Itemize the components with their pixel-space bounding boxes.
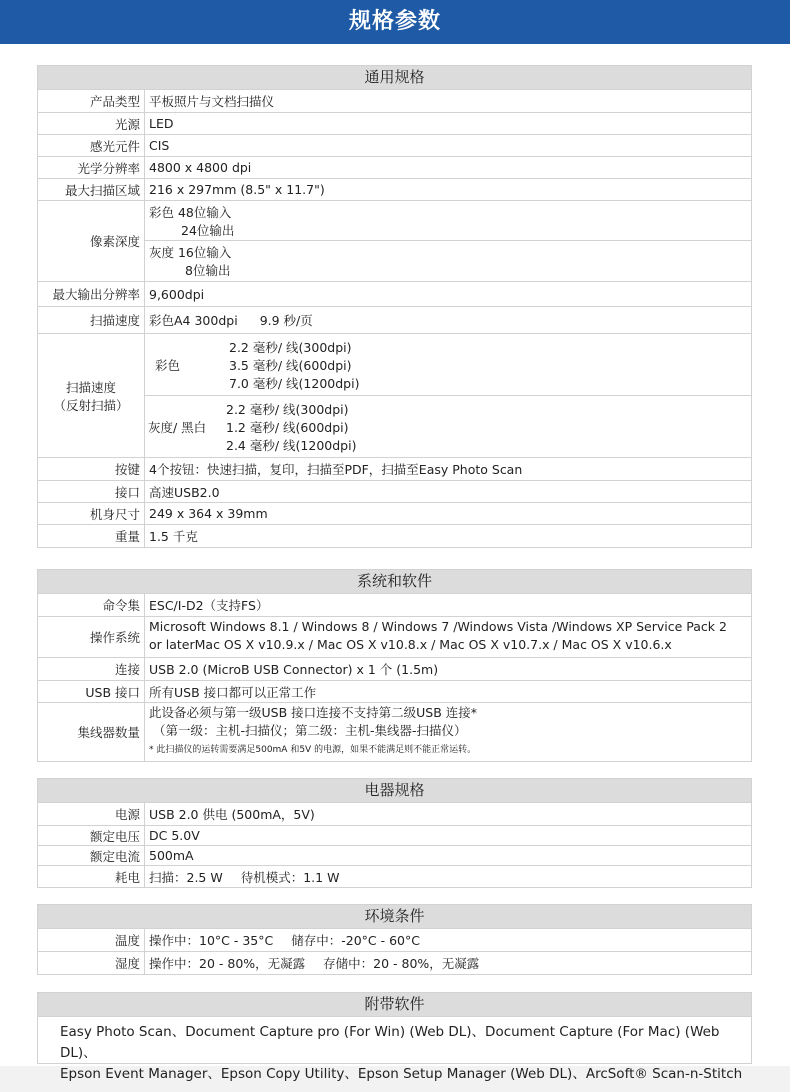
- reflect-color: [145, 334, 751, 396]
- spec-value: USB 2.0 (MicroB USB Connector) x 1 个 (1.5m): [149, 662, 439, 677]
- reflect-mono-line: 2.4 毫秒/ 线(1200dpi): [226, 437, 357, 453]
- section-title: 环境条件: [38, 905, 751, 929]
- spec-label: 感光元件: [38, 135, 145, 156]
- reflect-color-lines: [229, 338, 359, 392]
- section-title: 附带软件: [38, 993, 751, 1017]
- depth-color: [145, 201, 751, 241]
- spec-value: 所有USB 接口都可以正常工作: [149, 684, 317, 700]
- spec-value: 4800 x 4800 dpi: [149, 160, 252, 175]
- reflect-mono-mode: 灰度/ 黑白: [148, 419, 207, 435]
- spec-row-size: [38, 503, 751, 525]
- spec-row-interface: [38, 481, 751, 503]
- spec-row-sensor: [38, 135, 751, 157]
- accessories-line: Easy Photo Scan、Document Capture pro (For Win) (Web DL)、Document Capture (For Mac) (Web DL)、: [60, 1024, 720, 1061]
- spec-label: [38, 334, 145, 457]
- spec-label: USB 接口: [38, 681, 145, 702]
- spec-row-optical: [38, 157, 751, 179]
- hub-note: * 此扫描仪的运转需要满足500mA 和5V 的电源，如果不能满足则不能正常运转。: [149, 745, 477, 755]
- spec-label: 产品类型: [38, 90, 145, 112]
- os-line: Microsoft Windows 8.1 / Windows 8 / Windows 7 /Windows Vista /Windows XP Service Pack 2: [149, 619, 727, 634]
- spec-value: USB 2.0 供电 (500mA，5V): [149, 807, 315, 822]
- spec-label: 重量: [38, 525, 145, 547]
- spec-label: 命令集: [38, 594, 145, 616]
- spec-value: 1.5 千克: [149, 529, 198, 544]
- spec-row-os: [38, 617, 751, 658]
- accessories-section: [37, 992, 752, 1082]
- accessories-line: Epson Event Manager、Epson Copy Utility、Epson Setup Manager (Web DL)、ArcSoft® Scan-n-Stitch: [60, 1066, 743, 1082]
- spec-value: CIS: [149, 138, 170, 153]
- spec-row-current: [38, 846, 751, 866]
- spec-label: 操作系统: [38, 617, 145, 657]
- spec-row-speed: [38, 307, 751, 334]
- spec-label: 光源: [38, 113, 145, 134]
- spec-label: 扫描速度: [38, 307, 145, 333]
- reflect-color-line: 3.5 毫秒/ 线(600dpi): [229, 357, 352, 373]
- section-title: 系统和软件: [38, 570, 751, 594]
- spec-value: LED: [149, 116, 174, 131]
- spec-row-reflect-speed: [38, 334, 751, 458]
- temperature-operating: 操作中：10°C - 35°C: [149, 933, 274, 948]
- reflect-mono-line: 1.2 毫秒/ 线(600dpi): [226, 419, 349, 435]
- spec-value: 4个按钮：快速扫描，复印，扫描至PDF，扫描至Easy Photo Scan: [149, 462, 523, 477]
- spec-value: 249 x 364 x 39mm: [149, 506, 268, 521]
- spec-value: ESC/I-D2（支持FS）: [149, 598, 269, 613]
- spec-label: 集线器数量: [38, 703, 145, 761]
- spec-label: 按键: [38, 458, 145, 480]
- spec-label: 额定电压: [38, 826, 145, 845]
- reflect-color-mode: 彩色: [155, 357, 181, 373]
- spec-label: 最大扫描区域: [38, 179, 145, 200]
- reflect-mono-line: 2.2 毫秒/ 线(300dpi): [226, 401, 349, 417]
- speed-value-a: 彩色A4 300dpi: [149, 313, 238, 328]
- spec-value: DC 5.0V: [149, 828, 200, 843]
- os-line: or laterMac OS X v10.9.x / Mac OS X v10.8.x / Mac OS X v10.7.x / Mac OS X v10.6.x: [149, 637, 672, 652]
- spec-value: [145, 307, 751, 333]
- spec-row-power: [38, 803, 751, 826]
- spec-label: 耗电: [38, 866, 145, 887]
- reflect-label-1: 扫描速度: [65, 379, 116, 395]
- reflect-mono: [145, 396, 751, 457]
- page-banner: 规格参数: [0, 0, 790, 44]
- spec-row-humidity: [38, 952, 751, 974]
- system-software-section: [37, 569, 752, 762]
- reflect-color-line: 2.2 毫秒/ 线(300dpi): [229, 339, 352, 355]
- depth-gray-in: 灰度 16位输入: [149, 245, 232, 260]
- spec-row-product-type: [38, 90, 751, 113]
- spec-value: 高速USB2.0: [149, 484, 220, 500]
- spec-value: [145, 703, 751, 761]
- spec-value: 平板照片与文档扫描仪: [149, 94, 275, 109]
- spec-label: 湿度: [38, 952, 145, 974]
- spec-row-temperature: [38, 929, 751, 952]
- spec-row-usb: [38, 681, 751, 703]
- depth-gray: [145, 241, 751, 281]
- spec-row-consumption: [38, 866, 751, 887]
- spec-row-voltage: [38, 826, 751, 846]
- environment-section: [37, 904, 752, 975]
- spec-label: 额定电流: [38, 846, 145, 865]
- humidity-operating: 操作中：20 - 80%，无凝露: [149, 956, 306, 971]
- consumption-standby: 待机模式：1.1 W: [240, 869, 340, 885]
- section-title: 通用规格: [38, 66, 751, 90]
- spec-value: [145, 617, 751, 657]
- spec-row-buttons: [38, 458, 751, 481]
- depth-gray-out: 8位输出: [185, 263, 231, 278]
- reflect-color-line: 7.0 毫秒/ 线(1200dpi): [229, 375, 360, 391]
- spec-row-depth: [38, 201, 751, 282]
- hub-line: 此设备必须与第一级USB 接口连接不支持第二级USB 连接*: [149, 705, 478, 720]
- spec-row-weight: [38, 525, 751, 547]
- spec-value: 9,600dpi: [149, 286, 205, 302]
- spec-label: 接口: [38, 481, 145, 502]
- reflect-label-2: （反射扫描）: [53, 397, 129, 413]
- spec-label: 最大输出分辨率: [38, 282, 145, 306]
- spec-value: [145, 866, 751, 887]
- spec-label: 电源: [38, 803, 145, 825]
- spec-value: [145, 334, 751, 457]
- spec-row-connect: [38, 658, 751, 681]
- spec-value: 500mA: [149, 848, 194, 863]
- accessories-list: [38, 1017, 751, 1085]
- spec-row-hub: [38, 703, 751, 761]
- consumption-scan: 扫描：2.5 W: [149, 869, 223, 885]
- general-specs-section: [37, 65, 752, 548]
- spec-value: 216 x 297mm (8.5" x 11.7"): [149, 182, 325, 197]
- spec-label: 连接: [38, 658, 145, 680]
- spec-row-area: [38, 179, 751, 201]
- depth-color-in: 彩色 48位输入: [149, 204, 232, 220]
- reflect-mono-lines: [226, 400, 356, 454]
- spec-value: [145, 201, 751, 281]
- temperature-storage: 储存中：-20°C - 60°C: [291, 933, 420, 948]
- humidity-storage: 存储中：20 - 80%，无凝露: [323, 956, 480, 971]
- electrical-section: [37, 778, 752, 888]
- hub-line: （第一级：主机-扫描仪；第二级：主机-集线器-扫描仪）: [153, 723, 467, 738]
- spec-label: 机身尺寸: [38, 503, 145, 524]
- speed-value-b: 9.9 秒/页: [259, 313, 313, 328]
- spec-value: [145, 929, 751, 951]
- spec-row-command: [38, 594, 751, 617]
- spec-label: 温度: [38, 929, 145, 951]
- spec-label: 像素深度: [38, 201, 145, 281]
- spec-row-light: [38, 113, 751, 135]
- spec-value: [145, 952, 751, 974]
- spec-row-max-output: [38, 282, 751, 307]
- spec-label: 光学分辨率: [38, 157, 145, 178]
- section-title: 电器规格: [38, 779, 751, 803]
- depth-color-out: 24位输出: [181, 222, 235, 238]
- spec-sheet: [0, 44, 790, 1082]
